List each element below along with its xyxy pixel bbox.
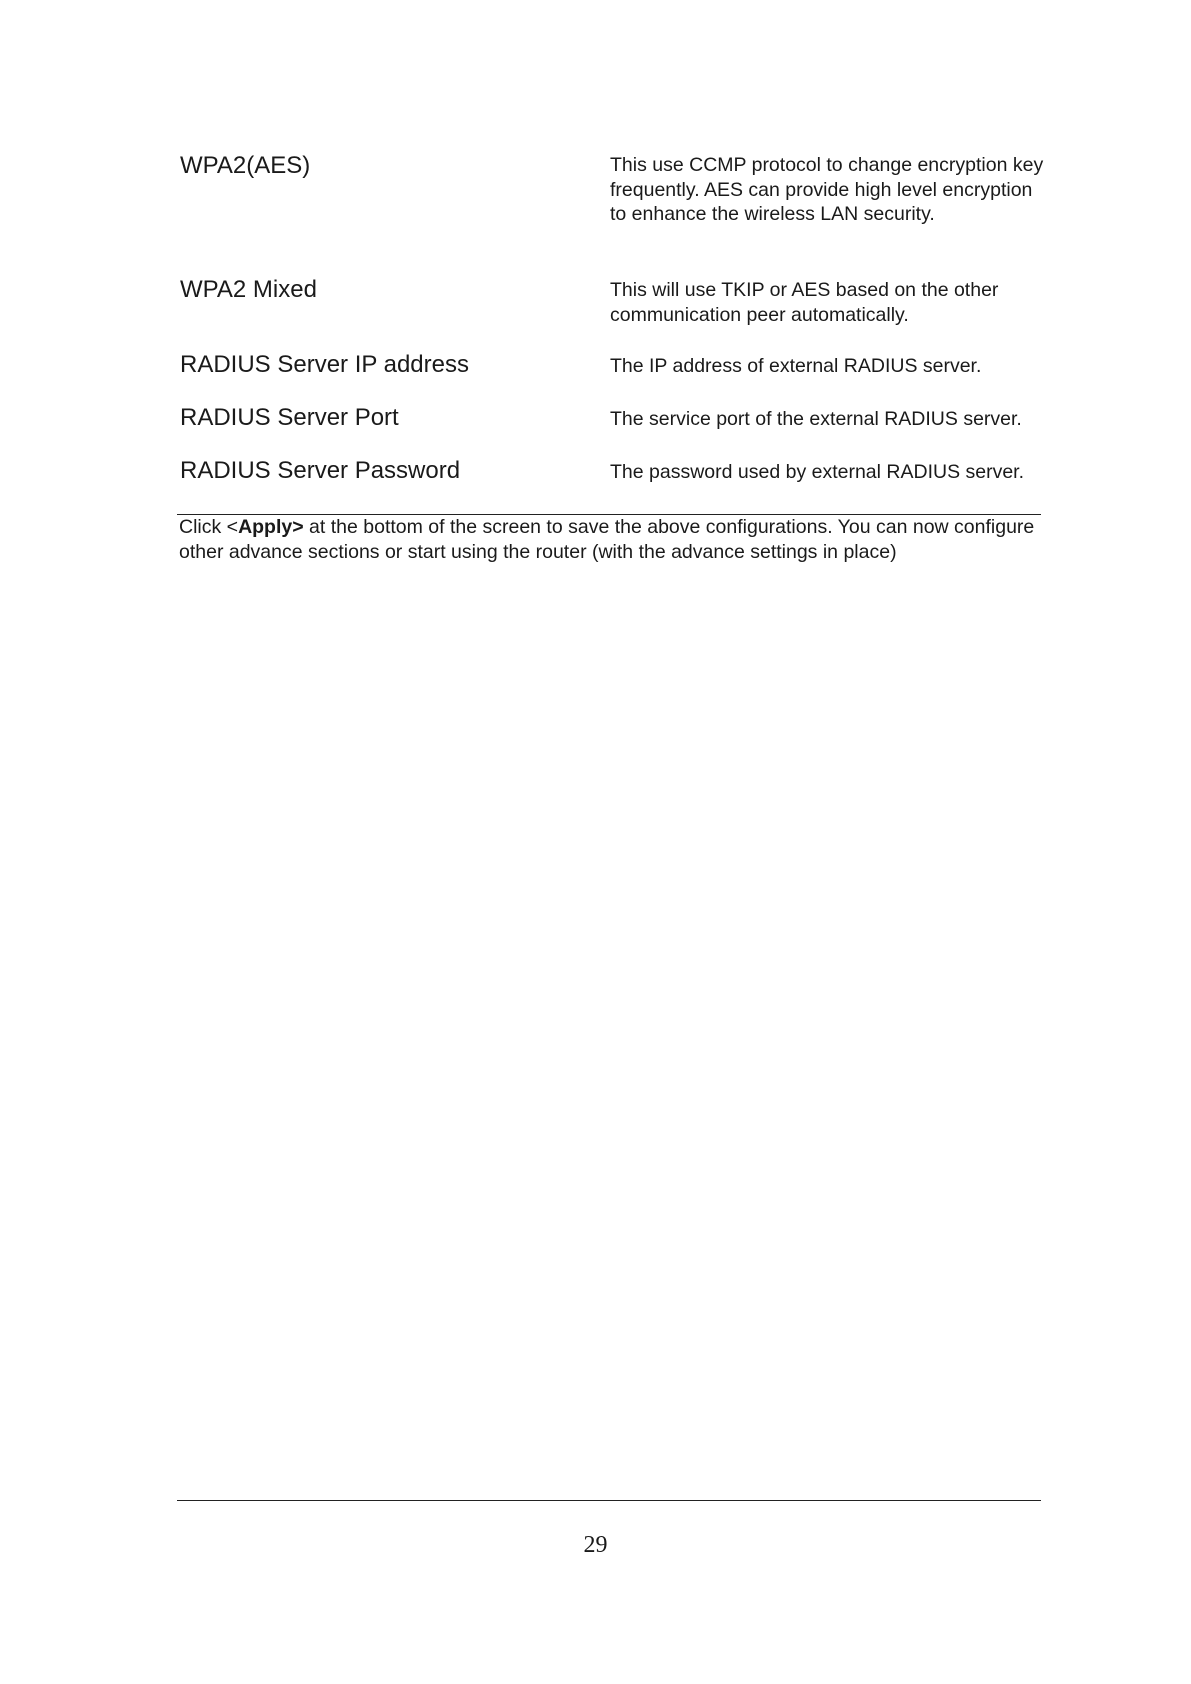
term-wpa2-aes: WPA2(AES) [180,152,311,179]
footer-rule [177,1500,1041,1501]
apply-note-bold: Apply> [238,516,304,538]
page-number: 29 [583,1532,608,1558]
apply-note-prefix: Click < [179,516,239,538]
description-wpa2-mixed: This will use TKIP or AES based on the other communication peer automatically. [610,279,999,326]
description-radius-server-port: The service port of the external RADIUS server. [610,408,1022,430]
description-radius-server-password: The password used by external RADIUS server. [610,461,1025,483]
description-wpa2-aes: This use CCMP protocol to change encryption key frequently. AES can provide high level encryption to enhance the wireless LAN security. [610,154,1044,225]
apply-note [179,515,1049,564]
term-radius-server-ip: RADIUS Server IP address [180,351,469,378]
term-radius-server-port: RADIUS Server Port [180,404,399,431]
term-wpa2-mixed: WPA2 Mixed [180,276,317,303]
apply-note-suffix: at the bottom of the screen to save the above configurations. You can now configure other advance sections or start using the router (with the advance settings in place) [179,516,1035,563]
term-radius-server-password: RADIUS Server Password [180,457,461,484]
description-radius-server-ip: The IP address of external RADIUS server. [610,355,982,377]
